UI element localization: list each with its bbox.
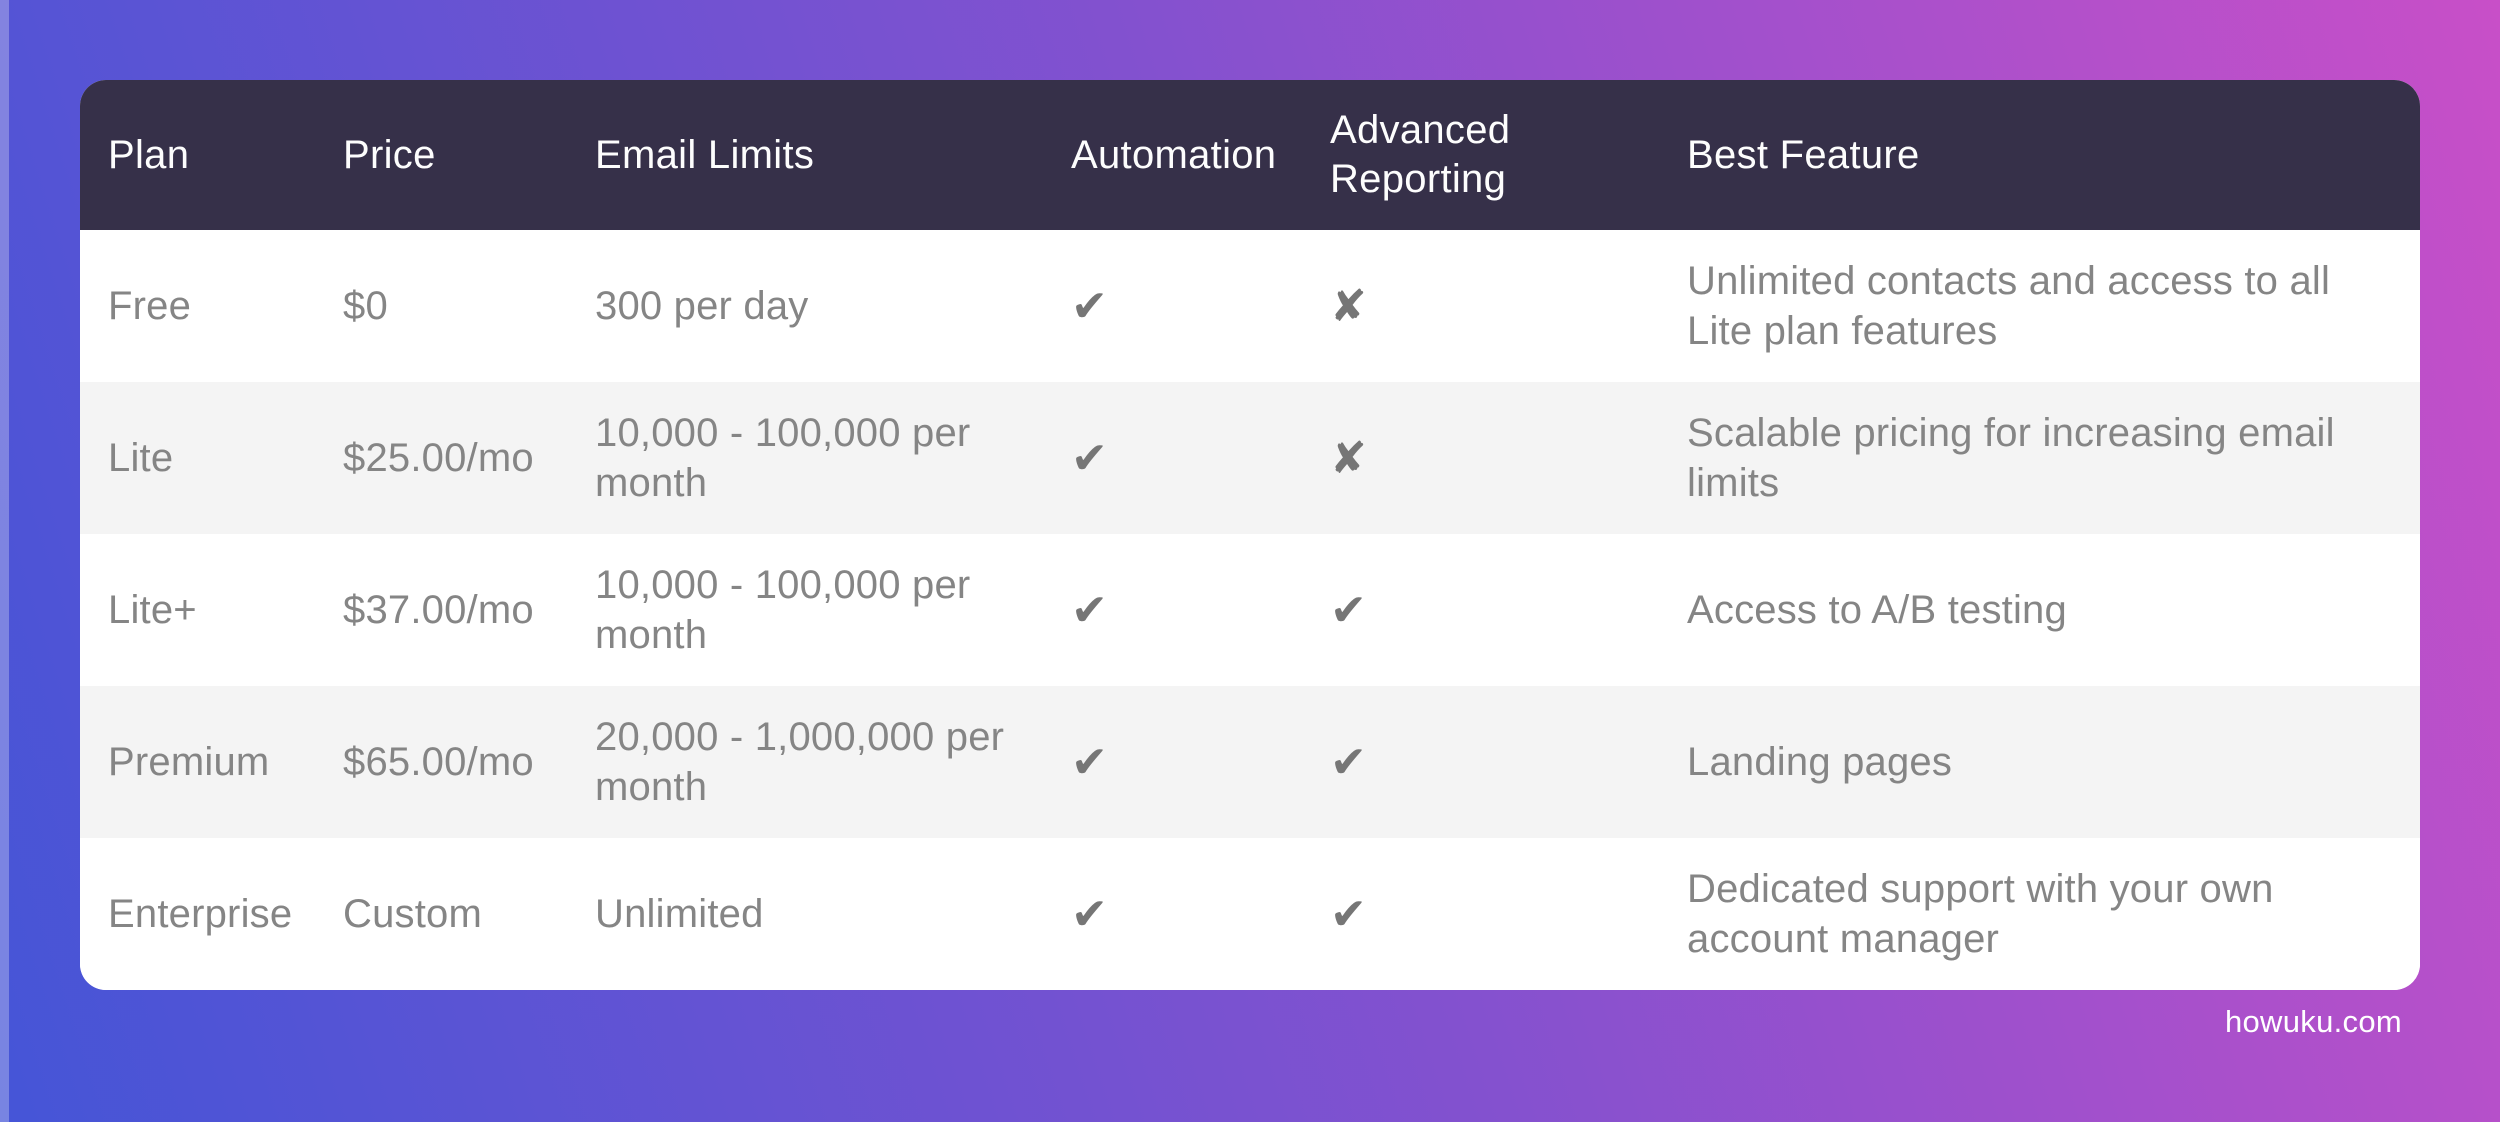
plan-best-feature: Access to A/B testing [1687, 588, 2067, 632]
pricing-table [80, 80, 2420, 990]
plan-name: Premium [108, 740, 270, 784]
check-icon: ✔ [1071, 737, 1108, 787]
cross-icon: ✘ [1330, 281, 1367, 331]
plan-best-feature: Dedicated support with your own account manager [1687, 867, 2274, 961]
check-icon: ✔ [1330, 889, 1367, 939]
cross-icon: ✘ [1330, 433, 1367, 483]
check-icon: ✔ [1071, 433, 1108, 483]
column-header-email-limits: Email Limits [595, 132, 815, 177]
left-edge-highlight [0, 0, 9, 1122]
check-icon: ✔ [1330, 737, 1367, 787]
plan-name: Enterprise [108, 892, 293, 936]
plan-best-feature: Unlimited contacts and access to all Lite plan features [1687, 259, 2331, 353]
table-row-lite-plus [80, 534, 2420, 686]
plan-email-limits: 10,000 - 100,000 per month [595, 411, 971, 505]
plan-price: Custom [343, 892, 483, 936]
column-header-best-feature: Best Feature [1687, 132, 1920, 177]
plan-best-feature: Scalable pricing for increasing email limits [1687, 411, 2335, 505]
column-header-automation: Automation [1071, 132, 1277, 177]
table-row-enterprise [80, 838, 2420, 990]
column-header-price: Price [343, 132, 436, 177]
pricing-table-card [80, 80, 2420, 990]
watermark-brand-url: howuku.com [2224, 1004, 2402, 1039]
column-header-plan: Plan [108, 132, 190, 177]
plan-price: $25.00/mo [343, 436, 534, 480]
plan-name: Lite [108, 436, 174, 480]
plan-price: $0 [343, 284, 388, 328]
table-header-row [80, 80, 2420, 230]
plan-price: $37.00/mo [343, 588, 534, 632]
table-row-lite [80, 382, 2420, 534]
check-icon: ✔ [1330, 585, 1367, 635]
check-icon: ✔ [1071, 281, 1108, 331]
check-icon: ✔ [1071, 585, 1108, 635]
plan-email-limits: Unlimited [595, 892, 764, 936]
plan-name: Lite+ [108, 588, 197, 632]
check-icon: ✔ [1071, 889, 1108, 939]
table-row-premium [80, 686, 2420, 838]
plan-email-limits: 300 per day [595, 284, 809, 328]
plan-email-limits: 10,000 - 100,000 per month [595, 563, 971, 657]
table-row-free [80, 230, 2420, 382]
plan-email-limits: 20,000 - 1,000,000 per month [595, 715, 1005, 809]
plan-price: $65.00/mo [343, 740, 534, 784]
plan-name: Free [108, 284, 192, 328]
plan-best-feature: Landing pages [1687, 740, 1953, 784]
column-header-advanced-reporting: Advanced Reporting [1330, 108, 1511, 201]
